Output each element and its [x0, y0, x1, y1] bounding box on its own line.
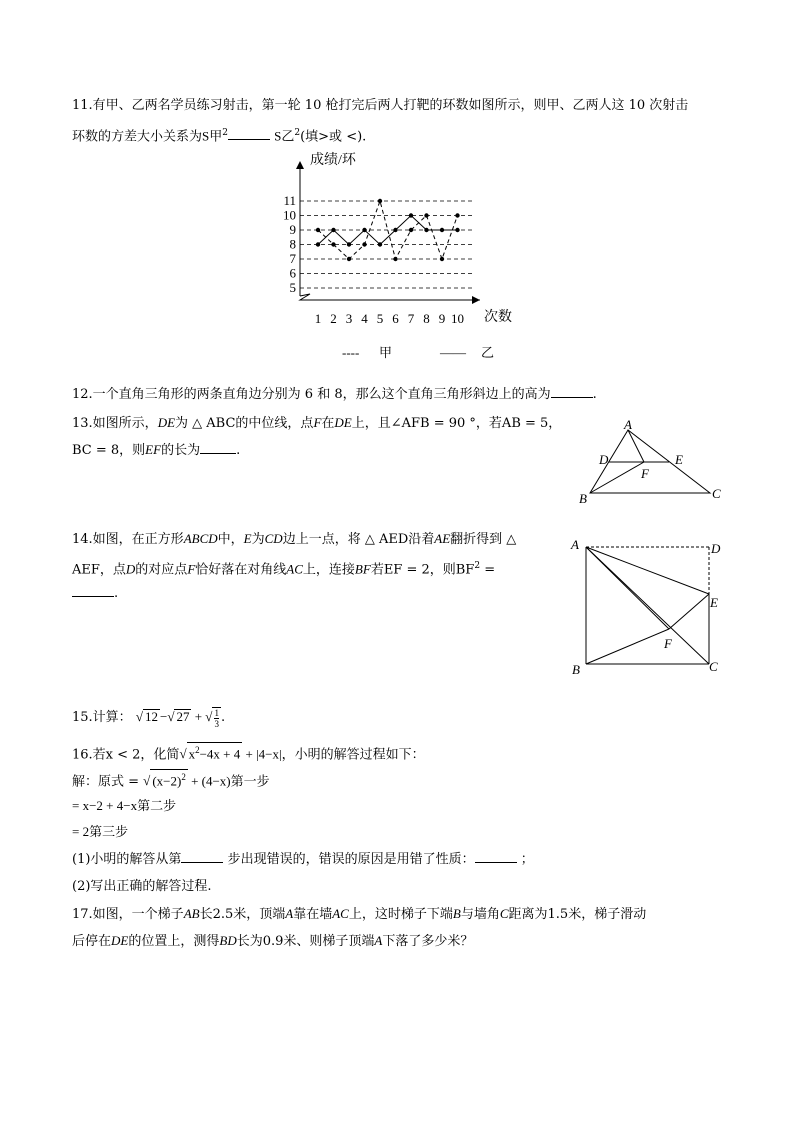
label-D: D — [599, 452, 609, 467]
series-甲-point-6 — [393, 257, 397, 261]
q16-line1: 16.若x < 2，化简√ $x^2-4x + 4 + |4-x|$，小明的解答过程如下： — [72, 742, 425, 764]
label-A: A — [624, 417, 632, 432]
q12-text: 12.一个直角三角形的两条直角边分别为 6 和 8，那么这个直角三角形斜边上的高为 — [72, 387, 551, 402]
q17-text: 下落了多少米？ — [382, 934, 474, 949]
q14-text: 恰好落在对角线 — [195, 562, 287, 578]
y-tick-10: 10 — [283, 207, 296, 223]
series-甲-point-2 — [331, 242, 335, 246]
q17-text: 靠在墙 — [293, 907, 333, 922]
point-C: C — [499, 906, 509, 921]
q13-line2 — [72, 441, 240, 460]
point-E: E — [243, 531, 252, 546]
q16-part1 — [72, 850, 534, 869]
series-乙-point-5 — [378, 242, 382, 246]
q16-step-blank[interactable] — [181, 850, 223, 863]
x-tick-3: 3 — [345, 311, 353, 326]
period: . — [114, 586, 119, 601]
x-axis-arrow — [472, 296, 480, 304]
point-A: A — [374, 933, 383, 948]
series-甲-point-5 — [378, 199, 382, 203]
series-甲-point-7 — [409, 228, 413, 232]
seg-BD: BD — [219, 933, 237, 948]
q14-text: 边上一点，将 △ AED沿着 — [282, 532, 435, 547]
q14-text: 为 — [251, 532, 265, 547]
q17-text: 的位置上，测得 — [128, 934, 220, 949]
s-jia: S甲 — [202, 128, 223, 144]
x-tick-1: 1 — [314, 311, 322, 326]
q11-line2-text: 环数的方差大小关系为 — [72, 129, 203, 145]
point-F: F — [187, 561, 196, 577]
q13-text: 13.如图所示， — [72, 416, 158, 431]
q14-blank[interactable] — [72, 584, 114, 597]
period: . — [220, 710, 226, 725]
q15-text: 15.计算： — [72, 710, 132, 725]
x-tick-4: 4 — [361, 311, 368, 326]
legend-yi-marker: —— — [440, 345, 466, 360]
q17-text: 上，这时梯子下端 — [348, 907, 453, 922]
q14-text: 的对应点 — [135, 562, 188, 578]
q12 — [72, 385, 597, 404]
legend-yi-label: 乙 — [481, 345, 495, 360]
seg-AB: AB — [183, 906, 200, 921]
sqrt-27: 27 — [176, 709, 190, 724]
q16-text: ； — [520, 852, 534, 867]
frac-den: 3 — [214, 718, 219, 729]
minus: − — [159, 709, 168, 724]
label-C: C — [712, 486, 721, 501]
q17-text: 长为0.9米、则梯子顶端 — [236, 934, 375, 949]
series-乙-point-3 — [347, 242, 351, 246]
q13-blank[interactable] — [200, 441, 236, 454]
y-tick-5: 5 — [289, 280, 296, 295]
q13-text: 为 △ ABC的中位线，点 — [175, 416, 314, 431]
x-tick-6: 6 — [392, 311, 399, 326]
triangle-figure — [570, 412, 730, 507]
q14-line1 — [72, 530, 516, 549]
y-axis-label: 成绩/环 — [310, 153, 356, 168]
square-figure — [565, 532, 730, 680]
q14-text: = — [480, 562, 496, 578]
q14-text: 上，连接 — [302, 562, 355, 578]
q16-text: + |4−x|，小明的解答过程如下： — [242, 746, 425, 762]
q14-text: 若EF = 2，则BF — [370, 562, 475, 578]
series-乙-point-2 — [331, 228, 335, 232]
q13-text: BC = 8，则 — [72, 443, 146, 458]
q13-line1 — [72, 414, 561, 433]
rad-rest: −4x + 4 — [199, 746, 241, 762]
sqrt-12: 12 — [144, 709, 158, 724]
q13-text: 上，且∠AFB = 90 °，若AB = 5， — [351, 416, 562, 431]
y-tick-9: 9 — [289, 222, 296, 237]
q11-line2 — [72, 124, 366, 146]
seg-BF: BF — [354, 561, 371, 577]
y-tick-7: 7 — [289, 251, 296, 266]
period: . — [236, 443, 241, 458]
q17-text: 长2.5米，顶端 — [199, 907, 286, 922]
seg-AE: AE — [434, 531, 451, 546]
series-甲-point-3 — [347, 257, 351, 261]
rad-x-2: (x−2) — [152, 773, 182, 789]
q14-text: 中， — [217, 532, 244, 547]
q11-hint: (填>或 <). — [300, 129, 367, 145]
q16-solution-step3: = 2第三步 — [72, 824, 129, 839]
y-tick-6: 6 — [289, 265, 296, 281]
seg-CD: CD — [264, 531, 283, 546]
series-甲-point-1 — [316, 228, 320, 232]
series-甲-point-10 — [455, 213, 459, 217]
q17-text: 17.如图，一个梯子 — [72, 907, 184, 922]
sup-2: 2 — [181, 772, 186, 782]
x-tick-9: 9 — [438, 311, 446, 326]
series-乙-point-9 — [440, 228, 444, 232]
q17-line2 — [72, 932, 473, 951]
frac-num: 1 — [214, 707, 219, 718]
series-乙-point-7 — [409, 213, 413, 217]
label-D: D — [711, 541, 721, 556]
q16-text: + (4−x)第一步 — [187, 773, 270, 789]
q14-text: 翻折得到 △ — [450, 532, 517, 547]
x-tick-8: 8 — [423, 311, 430, 326]
q14-text: 14.如图，在正方形 — [72, 532, 184, 547]
label-F: F — [664, 636, 672, 651]
x-tick-5: 5 — [376, 311, 384, 326]
q13-text: 的长为 — [161, 443, 201, 458]
sup-2: 2 — [294, 128, 301, 138]
q17-text: 后停在 — [72, 934, 112, 949]
q17-text: 与墙角 — [460, 907, 500, 922]
q16-part2: (2)写出正确的解答过程. — [72, 879, 212, 894]
q11-blank[interactable] — [228, 127, 270, 140]
series-甲-point-9 — [440, 257, 444, 261]
q17-text: 距离为1.5米，梯子滑动 — [508, 907, 647, 922]
seg-DE: DE — [334, 415, 352, 430]
series-乙-point-8 — [424, 228, 428, 232]
series-乙-point-1 — [316, 242, 320, 246]
x-tick-10: 10 — [451, 311, 464, 326]
q16-text: 解：原式 = — [72, 774, 144, 790]
s-yi: S乙 — [274, 128, 295, 144]
q16-text: 步出现错误的，错误的原因是用错了性质： — [227, 852, 475, 867]
point-D: D — [125, 561, 136, 577]
sup-2: 2 — [474, 561, 481, 571]
label-E: E — [675, 452, 683, 467]
x-axis-label: 次数 — [484, 310, 512, 325]
label-B: B — [579, 491, 587, 506]
label-B: B — [572, 662, 580, 677]
q16-property-blank[interactable] — [475, 850, 517, 863]
series-甲-point-4 — [362, 242, 366, 246]
q15: 15.计算： √ 12 −√ 27 + √ $\frac{1}{3}$ . — [72, 707, 226, 729]
point-F: F — [313, 415, 322, 430]
y-tick-8: 8 — [289, 236, 296, 252]
sup-2: 2 — [195, 745, 200, 755]
label-A: A — [571, 537, 579, 552]
q13-text: 在 — [321, 416, 335, 431]
q14-text: AEF，点 — [72, 562, 126, 578]
point-A: A — [285, 906, 294, 921]
series-乙-point-6 — [393, 228, 397, 232]
series-甲-point-8 — [424, 213, 428, 217]
legend-jia-marker: ---- — [342, 345, 360, 360]
seg-AC: AC — [286, 561, 303, 577]
seg-EF: EF — [145, 442, 162, 457]
seg-AC: AC — [332, 906, 349, 921]
q17-line1 — [72, 905, 646, 924]
q16-solution-step1: 解：原式 = √ $(x-2)^2 + (4-x)$第一步 — [72, 769, 270, 791]
q14-line2 — [72, 557, 495, 579]
x-tick-7: 7 — [407, 311, 415, 326]
q16-text: 16.若x < 2，化简 — [72, 747, 180, 763]
q16-text: (1)小明的解答从第 — [72, 852, 182, 867]
q12-blank[interactable] — [551, 385, 593, 398]
rad-x: x — [188, 746, 196, 762]
label-E: E — [710, 595, 718, 610]
series-乙-point-10 — [455, 228, 459, 232]
point-B: B — [452, 906, 461, 921]
seg-DE: DE — [111, 933, 129, 948]
q11-line1: 11.有甲、乙两名学员练习射击，第一轮 10 枪打完后两人打靶的环数如图所示，则甲、乙两人这 10 次射击 — [72, 98, 689, 113]
square-ABCD: ABCD — [183, 531, 218, 546]
q16-solution-step2: = x−2 + 4−x第二步 — [72, 798, 177, 813]
q14-line3 — [72, 584, 118, 603]
seg-DE: DE — [157, 415, 176, 430]
x-axis — [300, 294, 480, 300]
y-tick-11: 11 — [283, 193, 296, 208]
x-tick-2: 2 — [330, 311, 337, 326]
series-乙-point-4 — [362, 228, 366, 232]
label-F: F — [641, 466, 649, 481]
shooting-scores-chart — [270, 148, 530, 366]
legend-jia-label: 甲 — [379, 345, 393, 360]
plus: + — [191, 709, 206, 724]
sup-2: 2 — [222, 128, 228, 138]
label-C: C — [709, 659, 718, 674]
period: . — [592, 387, 597, 402]
